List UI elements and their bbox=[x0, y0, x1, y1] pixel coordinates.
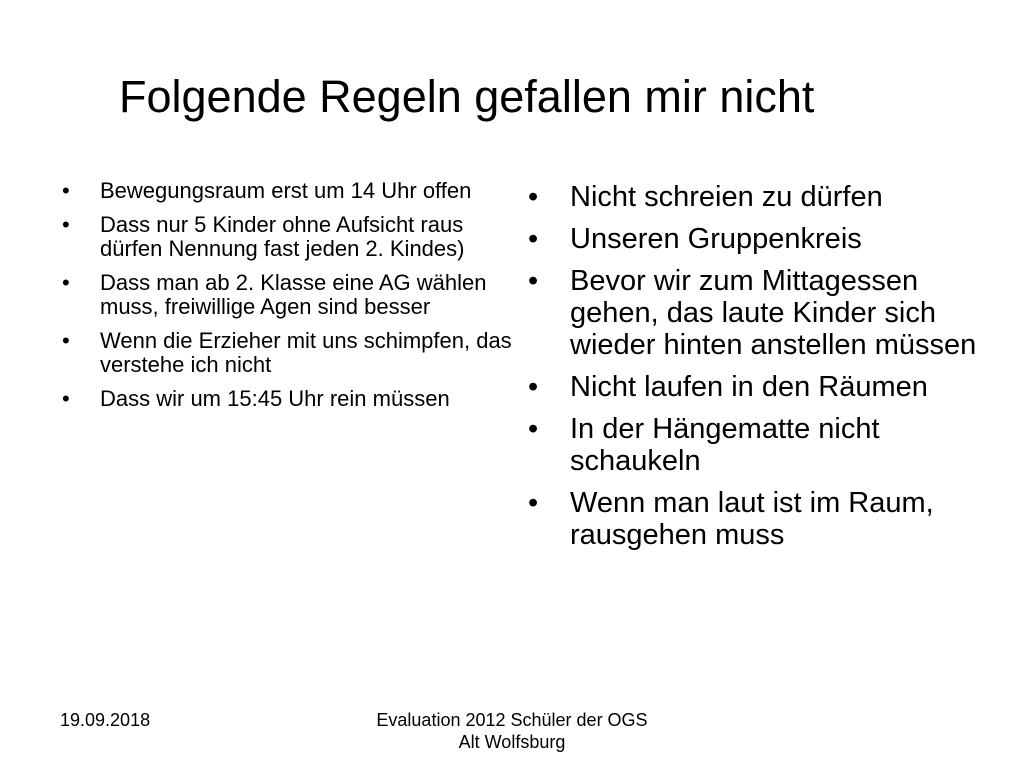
right-list-item bbox=[528, 265, 998, 361]
bullet-icon: • bbox=[62, 178, 70, 203]
bullet-icon: • bbox=[528, 223, 539, 255]
left-item-text: Bewegungsraum erst um 14 Uhr offen bbox=[100, 178, 472, 203]
left-list-item bbox=[62, 387, 512, 411]
right-list-item bbox=[528, 181, 998, 213]
bullet-icon: • bbox=[62, 386, 70, 411]
bullet-icon: • bbox=[62, 212, 70, 237]
right-list-item bbox=[528, 371, 998, 403]
left-list-item bbox=[62, 179, 512, 203]
left-list-item bbox=[62, 213, 512, 261]
right-item-text: Nicht schreien zu dürfen bbox=[570, 181, 883, 213]
left-item-text: Dass man ab 2. Klasse eine AG wählen muss, freiwillige Agen sind besser bbox=[100, 270, 487, 319]
left-list-item bbox=[62, 271, 512, 319]
bullet-icon: • bbox=[528, 371, 539, 403]
right-item-text: Bevor wir zum Mittagessen gehen, das laute Kinder sich wieder hinten anstellen müssen bbox=[570, 265, 977, 361]
right-item-text: In der Hängematte nicht schaukeln bbox=[570, 413, 880, 477]
footer-caption bbox=[340, 709, 684, 753]
footer-caption-line: Alt Wolfsburg bbox=[458, 732, 566, 752]
bullet-icon: • bbox=[528, 181, 539, 213]
right-list-item bbox=[528, 223, 998, 255]
bullet-icon: • bbox=[528, 265, 539, 297]
left-item-text: Wenn die Erzieher mit uns schimpfen, das verstehe ich nicht bbox=[100, 328, 512, 377]
bullet-icon: • bbox=[528, 413, 539, 445]
left-item-text: Dass wir um 15:45 Uhr rein müssen bbox=[100, 386, 450, 411]
bullet-icon: • bbox=[62, 328, 70, 353]
right-item-text: Wenn man laut ist im Raum, rausgehen muss bbox=[570, 487, 934, 551]
right-item-text: Unseren Gruppenkreis bbox=[570, 223, 862, 255]
right-item-text: Nicht laufen in den Räumen bbox=[570, 371, 928, 403]
footer-caption-line: Evaluation 2012 Schüler der OGS bbox=[376, 710, 648, 730]
left-list-item bbox=[62, 329, 512, 377]
slide-title: Folgende Regeln gefallen mir nicht bbox=[119, 71, 815, 122]
bullet-icon: • bbox=[62, 270, 70, 295]
left-item-text: Dass nur 5 Kinder ohne Aufsicht raus dürfen Nennung fast jeden 2. Kindes) bbox=[100, 212, 465, 261]
left-bullet-list bbox=[62, 179, 512, 421]
right-bullet-list bbox=[528, 181, 998, 561]
bullet-icon: • bbox=[528, 487, 539, 519]
right-list-item bbox=[528, 487, 998, 551]
footer-date: 19.09.2018 bbox=[60, 710, 151, 730]
right-list-item bbox=[528, 413, 998, 477]
